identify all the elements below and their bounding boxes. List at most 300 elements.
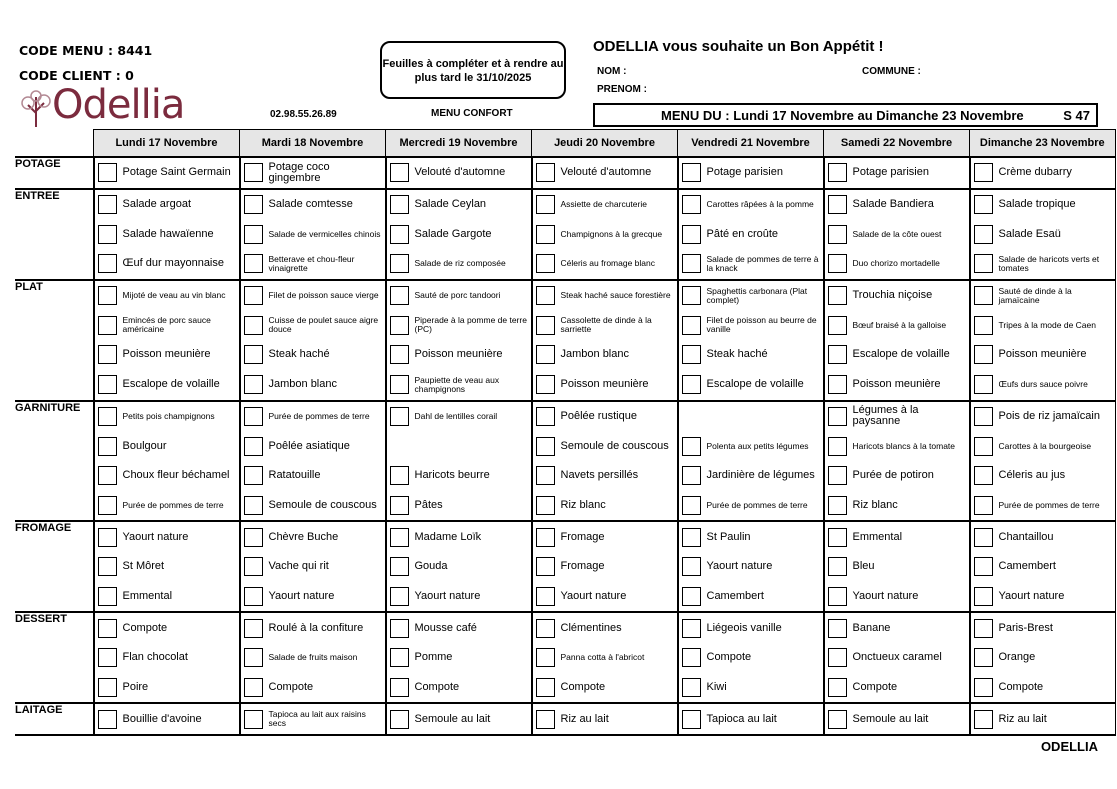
choice-checkbox[interactable] <box>828 254 847 273</box>
menu-item <box>241 673 385 702</box>
choice-checkbox[interactable] <box>390 619 409 638</box>
choice-checkbox[interactable] <box>98 466 117 485</box>
choice-checkbox[interactable] <box>390 678 409 697</box>
dish-name: Panna cotta à l'abricot <box>560 652 645 663</box>
menu-item <box>241 370 385 399</box>
choice-checkbox[interactable] <box>974 648 993 667</box>
menu-cell <box>970 612 1116 643</box>
dish-name: Gouda <box>414 560 448 573</box>
menu-cell <box>240 157 386 189</box>
dish-name: Filet de poisson sauce vierge <box>268 290 379 301</box>
menu-item <box>971 552 1115 581</box>
menu-item <box>533 491 677 520</box>
category-label <box>15 582 94 613</box>
dish-name: Potage coco gingembre <box>268 160 330 184</box>
menu-item <box>825 614 969 643</box>
choice-checkbox[interactable] <box>244 345 263 364</box>
choice-checkbox[interactable] <box>974 587 993 606</box>
choice-checkbox[interactable] <box>390 254 409 273</box>
menu-cell <box>386 370 532 401</box>
menu-cell <box>240 401 386 432</box>
dish-name: Bouillie d'avoine <box>122 712 202 725</box>
dish-name: Purée de pommes de terre <box>268 410 370 421</box>
odellia-logo: Odellia <box>52 82 185 128</box>
menu-item <box>241 281 385 310</box>
dish-name: Potage parisien <box>706 166 783 179</box>
dish-name: Mousse café <box>414 621 477 634</box>
menu-item <box>679 158 823 187</box>
menu-cell <box>240 703 386 735</box>
menu-cell <box>532 643 678 673</box>
menu-cell <box>678 370 824 401</box>
choice-checkbox[interactable] <box>98 587 117 606</box>
menu-cell <box>678 552 824 582</box>
dish-name: Compote <box>560 681 606 694</box>
choice-checkbox[interactable] <box>390 528 409 547</box>
menu-cell <box>532 491 678 522</box>
choice-checkbox[interactable] <box>244 286 263 305</box>
dish-name: Betterave et chou-fleur vinaigrette <box>268 253 355 273</box>
menu-cell <box>386 310 532 340</box>
menu-period: MENU DU : Lundi 17 Novembre au Dimanche 23 Novembre <box>661 108 1024 123</box>
dish-name: Pâtes <box>414 498 443 511</box>
choice-checkbox[interactable] <box>536 163 555 182</box>
choice-checkbox[interactable] <box>682 466 701 485</box>
menu-item <box>387 158 531 187</box>
menu-item <box>825 432 969 461</box>
choice-checkbox[interactable] <box>974 619 993 638</box>
menu-item <box>971 249 1115 278</box>
dish-name: Emmental <box>852 530 903 543</box>
dish-name: Trouchia niçoise <box>852 289 933 302</box>
menu-cell <box>94 401 240 432</box>
choice-checkbox[interactable] <box>828 678 847 697</box>
menu-cell <box>240 310 386 340</box>
dish-name: Petits pois champignons <box>122 410 215 421</box>
menu-cell <box>94 461 240 491</box>
code-menu-label: CODE MENU : <box>19 43 114 58</box>
menu-cell <box>824 521 970 552</box>
choice-checkbox[interactable] <box>244 225 263 244</box>
dish-name: Œuf dur mayonnaise <box>122 257 224 270</box>
deadline-notice: Feuilles à compléter et à rendre au plus tard le 31/10/2025 <box>380 41 566 99</box>
menu-cell <box>678 431 824 461</box>
dish-name: Chèvre Buche <box>268 530 339 543</box>
choice-checkbox[interactable] <box>682 286 701 305</box>
dish-name: St Môret <box>122 560 165 573</box>
choice-checkbox[interactable] <box>828 496 847 515</box>
menu-item <box>679 432 823 461</box>
choice-checkbox[interactable] <box>828 466 847 485</box>
choice-checkbox[interactable] <box>244 496 263 515</box>
choice-checkbox[interactable] <box>536 407 555 426</box>
menu-item <box>241 523 385 552</box>
choice-checkbox[interactable] <box>244 407 263 426</box>
menu-cell <box>532 612 678 643</box>
menu-cell <box>240 673 386 704</box>
choice-checkbox[interactable] <box>390 710 409 729</box>
choice-checkbox[interactable] <box>244 195 263 214</box>
dish-name: Polenta aux petits légumes <box>706 440 809 451</box>
choice-checkbox[interactable] <box>98 710 117 729</box>
menu-row-garniture <box>15 431 1115 461</box>
menu-cell <box>824 582 970 613</box>
choice-checkbox[interactable] <box>390 225 409 244</box>
menu-cell <box>678 612 824 643</box>
choice-checkbox[interactable] <box>244 466 263 485</box>
choice-checkbox[interactable] <box>98 528 117 547</box>
choice-checkbox[interactable] <box>828 557 847 576</box>
menu-cell <box>240 340 386 370</box>
menu-item <box>533 281 677 310</box>
choice-checkbox[interactable] <box>536 345 555 364</box>
menu-cell <box>94 703 240 735</box>
choice-checkbox[interactable] <box>682 316 701 335</box>
dish-name: Potage parisien <box>852 166 929 179</box>
dish-name: Tripes à la mode de Caen <box>998 319 1096 330</box>
choice-checkbox[interactable] <box>682 678 701 697</box>
dish-name: Bœuf braisé à la galloise <box>852 319 947 330</box>
menu-item <box>533 461 677 490</box>
choice-checkbox[interactable] <box>682 710 701 729</box>
choice-checkbox[interactable] <box>536 375 555 394</box>
menu-row-fromage <box>15 552 1115 582</box>
menu-item <box>533 158 677 187</box>
choice-checkbox[interactable] <box>828 437 847 456</box>
menu-item <box>679 643 823 672</box>
menu-row-dessert <box>15 612 1115 643</box>
choice-checkbox[interactable] <box>390 163 409 182</box>
choice-checkbox[interactable] <box>828 286 847 305</box>
choice-checkbox[interactable] <box>682 648 701 667</box>
menu-cell <box>94 370 240 401</box>
dish-name: Salade Esaü <box>998 227 1061 240</box>
choice-checkbox[interactable] <box>828 316 847 335</box>
choice-checkbox[interactable] <box>536 437 555 456</box>
menu-item <box>95 402 239 431</box>
menu-cell <box>94 491 240 522</box>
choice-checkbox[interactable] <box>244 528 263 547</box>
menu-cell <box>94 280 240 311</box>
choice-checkbox[interactable] <box>828 163 847 182</box>
choice-checkbox[interactable] <box>536 678 555 697</box>
menu-cell <box>94 219 240 249</box>
choice-checkbox[interactable] <box>974 528 993 547</box>
menu-cell <box>678 703 824 735</box>
dish-name: Kiwi <box>706 681 727 694</box>
menu-item <box>241 311 385 340</box>
choice-checkbox[interactable] <box>974 345 993 364</box>
choice-checkbox[interactable] <box>98 678 117 697</box>
menu-cell <box>240 612 386 643</box>
choice-checkbox[interactable] <box>98 225 117 244</box>
choice-checkbox[interactable] <box>536 528 555 547</box>
category-label <box>15 340 94 370</box>
menu-item <box>825 311 969 340</box>
choice-checkbox[interactable] <box>536 286 555 305</box>
choice-checkbox[interactable] <box>98 437 117 456</box>
category-label: LAITAGE <box>15 703 94 735</box>
choice-checkbox[interactable] <box>828 587 847 606</box>
menu-item <box>95 582 239 611</box>
choice-checkbox[interactable] <box>828 375 847 394</box>
dish-name: Pomme <box>414 651 453 664</box>
choice-checkbox[interactable] <box>974 710 993 729</box>
dish-name: Compote <box>998 681 1044 694</box>
choice-checkbox[interactable] <box>828 619 847 638</box>
dish-name: Vache qui rit <box>268 560 329 573</box>
menu-cell <box>824 491 970 522</box>
menu-item <box>241 432 385 461</box>
menu-item <box>95 281 239 310</box>
menu-cell <box>532 552 678 582</box>
choice-checkbox[interactable] <box>390 345 409 364</box>
choice-checkbox[interactable] <box>244 710 263 729</box>
footer-brand: ODELLIA <box>1040 739 1098 754</box>
menu-cell <box>532 310 678 340</box>
menu-cell <box>94 189 240 220</box>
dish-name: Camembert <box>706 589 764 602</box>
menu-item <box>679 582 823 611</box>
dish-name: Tapioca au lait <box>706 712 777 725</box>
menu-cell <box>970 673 1116 704</box>
choice-checkbox[interactable] <box>828 195 847 214</box>
choice-checkbox[interactable] <box>682 557 701 576</box>
choice-checkbox[interactable] <box>98 407 117 426</box>
choice-checkbox[interactable] <box>98 254 117 273</box>
menu-cell <box>824 643 970 673</box>
dish-name: Céleris au fromage blanc <box>560 258 655 269</box>
choice-checkbox[interactable] <box>390 375 409 394</box>
menu-item <box>95 614 239 643</box>
menu-item <box>241 643 385 672</box>
choice-checkbox[interactable] <box>974 375 993 394</box>
menu-item <box>679 249 823 278</box>
choice-checkbox[interactable] <box>974 163 993 182</box>
dish-name: Poire <box>122 681 149 694</box>
choice-checkbox[interactable] <box>682 587 701 606</box>
dish-name: Emincés de porc sauce américaine <box>122 315 211 335</box>
category-label <box>15 491 94 522</box>
dish-name: Haricots blancs à la tomate <box>852 440 956 451</box>
dish-name: Roulé à la confiture <box>268 621 364 634</box>
dish-name: Semoule de couscous <box>268 498 377 511</box>
dish-name: Champignons à la grecque <box>560 228 663 239</box>
dish-name: Jardinière de légumes <box>706 469 815 482</box>
choice-checkbox[interactable] <box>974 286 993 305</box>
choice-checkbox[interactable] <box>390 407 409 426</box>
dish-name: Compote <box>122 621 168 634</box>
choice-checkbox[interactable] <box>536 557 555 576</box>
choice-checkbox[interactable] <box>390 286 409 305</box>
menu-item <box>533 311 677 340</box>
menu-item <box>971 190 1115 219</box>
choice-checkbox[interactable] <box>390 587 409 606</box>
menu-cell <box>386 491 532 522</box>
choice-checkbox[interactable] <box>682 254 701 273</box>
choice-checkbox[interactable] <box>536 587 555 606</box>
choice-checkbox[interactable] <box>98 496 117 515</box>
menu-item <box>95 249 239 278</box>
greeting: ODELLIA vous souhaite un Bon Appétit ! <box>593 38 884 55</box>
choice-checkbox[interactable] <box>98 648 117 667</box>
choice-checkbox[interactable] <box>974 407 993 426</box>
dish-name: Salade Ceylan <box>414 198 487 211</box>
choice-checkbox[interactable] <box>98 375 117 394</box>
choice-checkbox[interactable] <box>682 619 701 638</box>
choice-checkbox[interactable] <box>98 163 117 182</box>
choice-checkbox[interactable] <box>98 557 117 576</box>
menu-cell <box>386 280 532 311</box>
menu-item <box>387 340 531 369</box>
choice-checkbox[interactable] <box>828 528 847 547</box>
menu-cell <box>386 612 532 643</box>
choice-checkbox[interactable] <box>974 496 993 515</box>
choice-checkbox[interactable] <box>682 528 701 547</box>
choice-checkbox[interactable] <box>390 195 409 214</box>
choice-checkbox[interactable] <box>390 316 409 335</box>
choice-checkbox[interactable] <box>244 163 263 182</box>
choice-checkbox[interactable] <box>828 407 847 426</box>
choice-checkbox[interactable] <box>390 496 409 515</box>
choice-checkbox[interactable] <box>244 648 263 667</box>
menu-item <box>95 370 239 399</box>
menu-cell <box>386 461 532 491</box>
menu-row-entree <box>15 189 1115 220</box>
dish-name: Carottes râpées à la pomme <box>706 199 814 210</box>
menu-cell <box>970 521 1116 552</box>
choice-checkbox[interactable] <box>536 466 555 485</box>
choice-checkbox[interactable] <box>828 345 847 364</box>
menu-cell <box>824 431 970 461</box>
category-label: GARNITURE <box>15 401 94 432</box>
choice-checkbox[interactable] <box>974 225 993 244</box>
menu-cell <box>678 310 824 340</box>
menu-item <box>95 673 239 702</box>
choice-checkbox[interactable] <box>536 316 555 335</box>
dish-name: Fromage <box>560 560 605 573</box>
choice-checkbox[interactable] <box>390 557 409 576</box>
choice-checkbox[interactable] <box>828 225 847 244</box>
menu-row-entree <box>15 249 1115 280</box>
dish-name: Salade comtesse <box>268 198 353 211</box>
choice-checkbox[interactable] <box>244 619 263 638</box>
menu-row-fromage <box>15 582 1115 613</box>
choice-checkbox[interactable] <box>98 345 117 364</box>
choice-checkbox[interactable] <box>974 466 993 485</box>
choice-checkbox[interactable] <box>682 195 701 214</box>
choice-checkbox[interactable] <box>390 466 409 485</box>
choice-checkbox[interactable] <box>974 678 993 697</box>
choice-checkbox[interactable] <box>536 648 555 667</box>
choice-checkbox[interactable] <box>536 195 555 214</box>
menu-cell <box>386 219 532 249</box>
dish-name: Boulgour <box>122 439 167 452</box>
choice-checkbox[interactable] <box>682 345 701 364</box>
choice-checkbox[interactable] <box>390 648 409 667</box>
menu-cell <box>386 673 532 704</box>
choice-checkbox[interactable] <box>682 225 701 244</box>
menu-cell <box>970 461 1116 491</box>
dish-name: Crème dubarry <box>998 166 1072 179</box>
dish-name: Navets persillés <box>560 469 639 482</box>
menu-cell <box>678 249 824 280</box>
choice-checkbox[interactable] <box>974 557 993 576</box>
dish-name: Jambon blanc <box>268 378 337 391</box>
menu-type: MENU CONFORT <box>431 108 513 119</box>
dish-name: Compote <box>268 681 314 694</box>
menu-item <box>679 614 823 643</box>
menu-cell <box>386 552 532 582</box>
choice-checkbox[interactable] <box>244 437 263 456</box>
menu-row-dessert <box>15 673 1115 704</box>
choice-checkbox[interactable] <box>682 375 701 394</box>
category-label <box>15 370 94 401</box>
choice-checkbox[interactable] <box>682 163 701 182</box>
menu-cell <box>678 491 824 522</box>
choice-checkbox[interactable] <box>244 254 263 273</box>
choice-checkbox[interactable] <box>98 619 117 638</box>
choice-checkbox[interactable] <box>974 316 993 335</box>
choice-checkbox[interactable] <box>536 619 555 638</box>
menu-cell <box>678 219 824 249</box>
choice-checkbox[interactable] <box>244 678 263 697</box>
menu-cell <box>970 249 1116 280</box>
dish-name: Filet de poisson au beurre de vanille <box>706 315 817 335</box>
dish-name: Purée de pommes de terre <box>706 499 808 510</box>
dish-name: Sauté de porc tandoori <box>414 290 501 301</box>
menu-item <box>533 523 677 552</box>
dish-name: Cuisse de poulet sauce aigre douce <box>268 315 379 335</box>
choice-checkbox[interactable] <box>682 496 701 515</box>
choice-checkbox[interactable] <box>536 710 555 729</box>
menu-item <box>971 461 1115 490</box>
choice-checkbox[interactable] <box>244 375 263 394</box>
day-header: Mardi 18 Novembre <box>240 130 386 158</box>
dish-name: Cassolette de dinde à la sarriette <box>560 315 652 335</box>
choice-checkbox[interactable] <box>98 286 117 305</box>
choice-checkbox[interactable] <box>536 225 555 244</box>
choice-checkbox[interactable] <box>98 195 117 214</box>
menu-item <box>825 249 969 278</box>
dish-name: Velouté d'automne <box>414 166 506 179</box>
menu-row-garniture <box>15 461 1115 491</box>
choice-checkbox[interactable] <box>244 587 263 606</box>
menu-cell <box>386 431 532 461</box>
menu-cell <box>970 491 1116 522</box>
dish-name: Steak haché sauce forestière <box>560 290 671 301</box>
choice-checkbox[interactable] <box>974 195 993 214</box>
menu-item <box>241 340 385 369</box>
menu-item <box>679 673 823 702</box>
choice-checkbox[interactable] <box>828 648 847 667</box>
day-header: Samedi 22 Novembre <box>824 130 970 158</box>
choice-checkbox[interactable] <box>682 437 701 456</box>
menu-item <box>971 311 1115 340</box>
choice-checkbox[interactable] <box>536 496 555 515</box>
choice-checkbox[interactable] <box>244 316 263 335</box>
choice-checkbox[interactable] <box>244 557 263 576</box>
choice-checkbox[interactable] <box>828 710 847 729</box>
dish-name: Steak haché <box>268 348 330 361</box>
choice-checkbox[interactable] <box>974 437 993 456</box>
choice-checkbox[interactable] <box>98 316 117 335</box>
dish-name: Poisson meunière <box>852 378 941 391</box>
dish-name: Emmental <box>122 589 173 602</box>
choice-checkbox[interactable] <box>536 254 555 273</box>
menu-item <box>825 491 969 520</box>
choice-checkbox[interactable] <box>974 254 993 273</box>
